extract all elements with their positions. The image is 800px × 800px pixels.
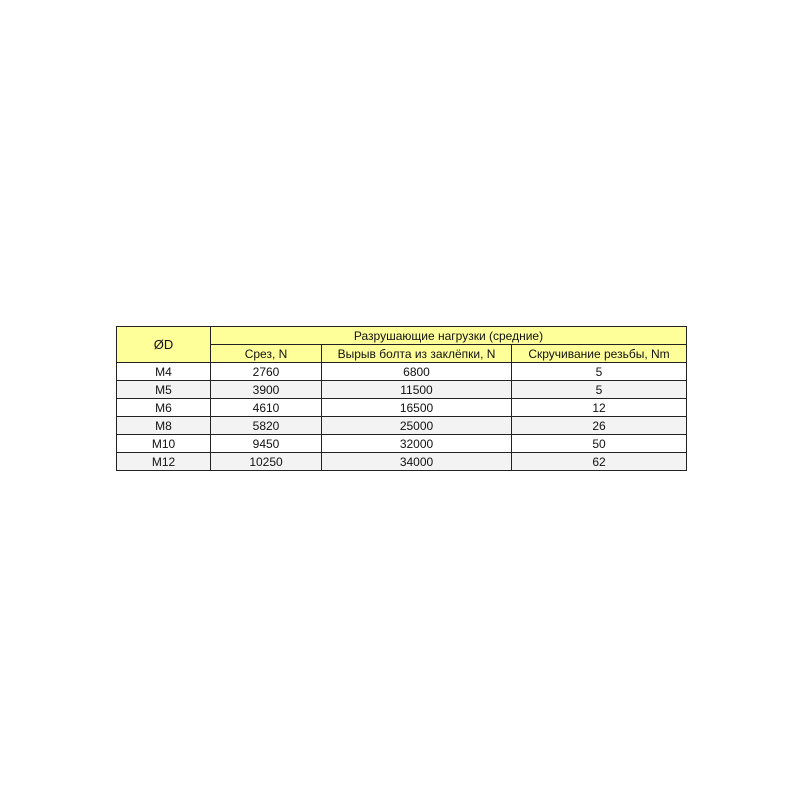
shear-cell: 3900 bbox=[211, 381, 322, 399]
diameter-cell: M10 bbox=[117, 435, 211, 453]
pull-out-header: Вырыв болта из заклёпки, N bbox=[322, 345, 512, 363]
shear-cell: 9450 bbox=[211, 435, 322, 453]
thread-torque-header: Скручивание резьбы, Nm bbox=[512, 345, 687, 363]
thread-torque-cell: 50 bbox=[512, 435, 687, 453]
header-row-group bbox=[117, 327, 687, 345]
table-row bbox=[117, 435, 687, 453]
pull-out-cell: 25000 bbox=[322, 417, 512, 435]
shear-cell: 4610 bbox=[211, 399, 322, 417]
thread-torque-cell: 26 bbox=[512, 417, 687, 435]
table-header bbox=[117, 327, 687, 363]
table-row bbox=[117, 417, 687, 435]
pull-out-cell: 34000 bbox=[322, 453, 512, 471]
breaking-loads-group-header: Разрушающие нагрузки (средние) bbox=[211, 327, 687, 345]
thread-torque-cell: 12 bbox=[512, 399, 687, 417]
shear-header: Срез, N bbox=[211, 345, 322, 363]
pull-out-cell: 11500 bbox=[322, 381, 512, 399]
diameter-cell: M12 bbox=[117, 453, 211, 471]
table-row bbox=[117, 381, 687, 399]
shear-cell: 10250 bbox=[211, 453, 322, 471]
thread-torque-cell: 5 bbox=[512, 381, 687, 399]
pull-out-cell: 6800 bbox=[322, 363, 512, 381]
pull-out-cell: 32000 bbox=[322, 435, 512, 453]
pull-out-cell: 16500 bbox=[322, 399, 512, 417]
shear-cell: 2760 bbox=[211, 363, 322, 381]
diameter-cell: M5 bbox=[117, 381, 211, 399]
diameter-cell: M6 bbox=[117, 399, 211, 417]
diameter-cell: M4 bbox=[117, 363, 211, 381]
diameter-cell: M8 bbox=[117, 417, 211, 435]
thread-torque-cell: 62 bbox=[512, 453, 687, 471]
thread-torque-cell: 5 bbox=[512, 363, 687, 381]
table-row bbox=[117, 453, 687, 471]
breaking-loads-table bbox=[116, 326, 687, 471]
table-row bbox=[117, 363, 687, 381]
table-row bbox=[117, 399, 687, 417]
shear-cell: 5820 bbox=[211, 417, 322, 435]
table-body bbox=[117, 363, 687, 471]
diameter-header: ØD bbox=[117, 327, 211, 363]
